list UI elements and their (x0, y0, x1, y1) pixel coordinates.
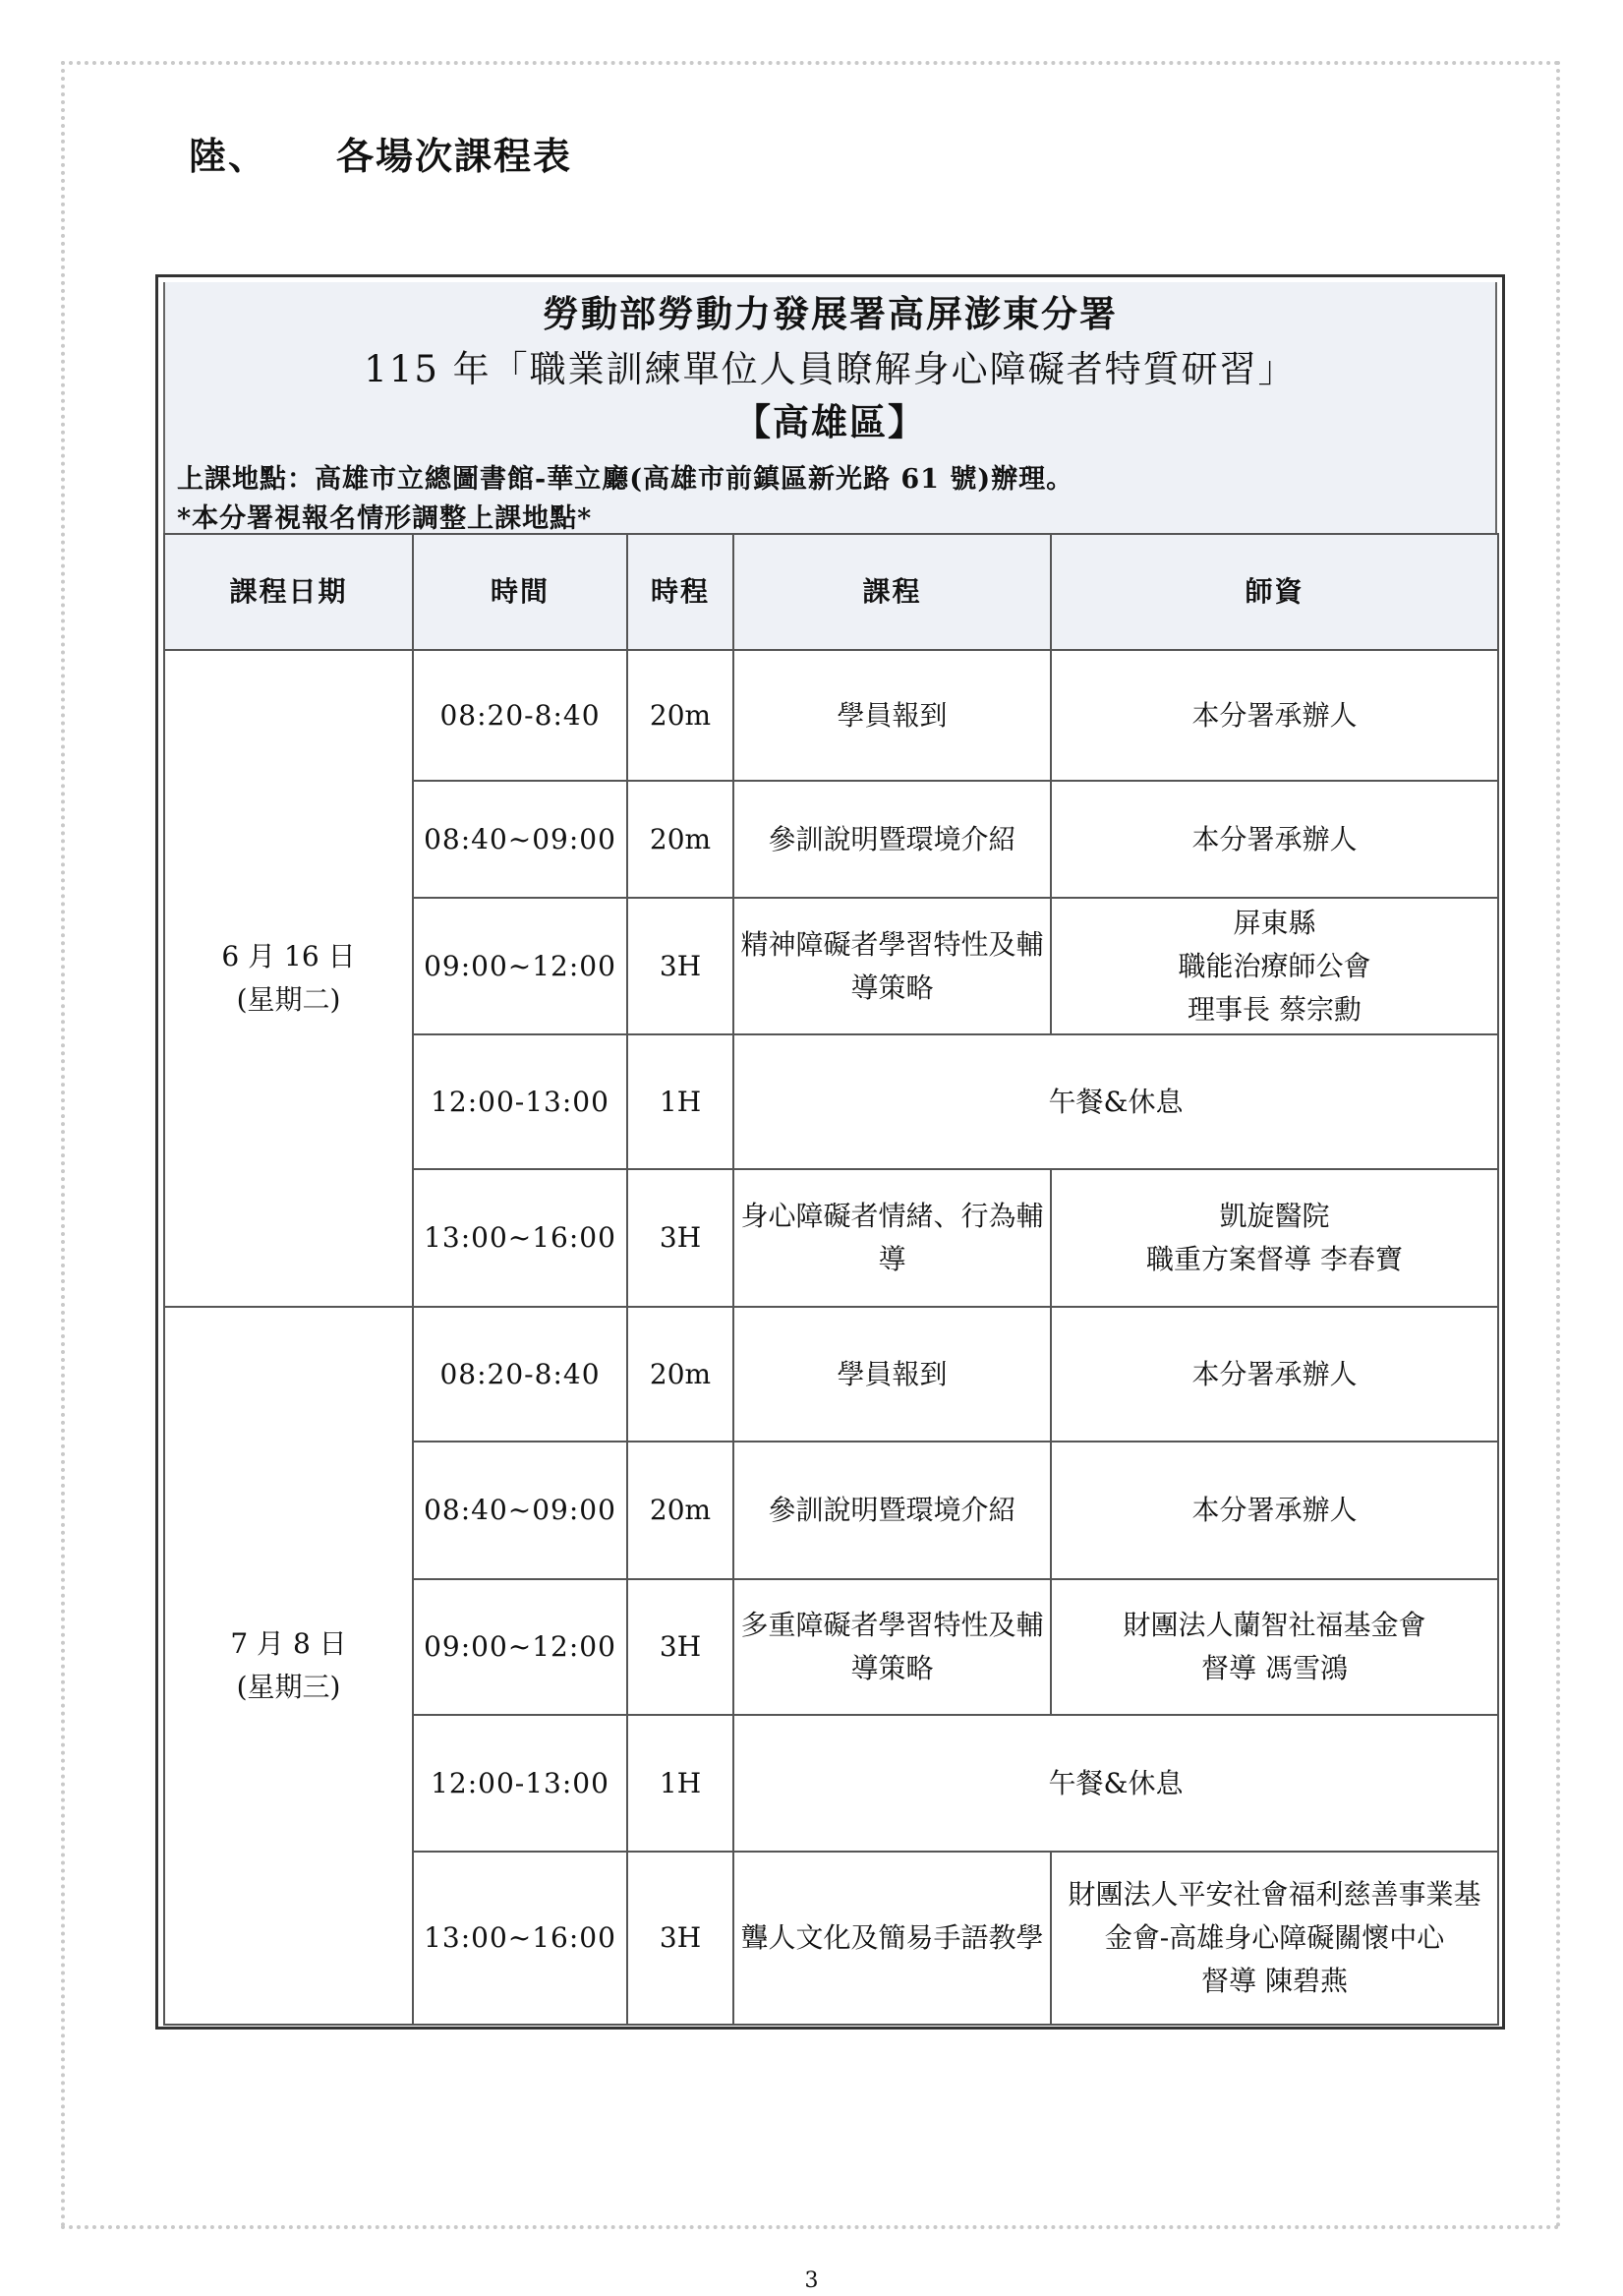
column-header-time: 時間 (413, 534, 627, 650)
workshop-title: 115 年「職業訓練單位人員瞭解身心障礙者特質研習」 (364, 348, 1297, 390)
time-cell: 12:00-13:00 (413, 1715, 627, 1852)
duration-cell: 3H (627, 1579, 733, 1715)
time-cell: 12:00-13:00 (413, 1034, 627, 1169)
course-cell: 參訓說明暨環境介紹 (733, 781, 1051, 898)
column-header-date: 課程日期 (164, 534, 413, 650)
course-cell: 精神障礙者學習特性及輔導策略 (733, 898, 1051, 1034)
section-number: 陸、 (189, 134, 268, 178)
break-cell: 午餐&休息 (733, 1715, 1498, 1852)
column-header-teacher: 師資 (1051, 534, 1498, 650)
date-text: 7 月 8 日 (230, 1627, 347, 1660)
time-cell: 13:00~16:00 (413, 1852, 627, 2025)
section-title: 各場次課程表 (336, 134, 573, 178)
duration-cell: 3H (627, 1852, 733, 2025)
course-cell: 參訓說明暨環境介紹 (733, 1442, 1051, 1579)
page-number: 3 (804, 2268, 819, 2293)
region-title: 【高雄區】 (734, 400, 926, 443)
teacher-cell: 財團法人蘭智社福基金會 督導 馮雪鴻 (1051, 1579, 1498, 1715)
duration-cell: 1H (627, 1715, 733, 1852)
duration-cell: 20m (627, 781, 733, 898)
duration-cell: 20m (627, 1442, 733, 1579)
time-cell: 09:00~12:00 (413, 898, 627, 1034)
teacher-cell: 屏東縣 職能治療師公會 理事長 蔡宗勳 (1051, 898, 1498, 1034)
duration-cell: 20m (627, 1307, 733, 1442)
duration-cell: 3H (627, 1169, 733, 1307)
time-cell: 08:40~09:00 (413, 781, 627, 898)
venue-note: *本分署視報名情形調整上課地點* (177, 503, 593, 534)
table-row (164, 650, 1498, 781)
column-header-course: 課程 (733, 534, 1051, 650)
duration-cell: 20m (627, 650, 733, 781)
agency-title: 勞動部勞動力發展署高屏澎東分署 (543, 292, 1118, 335)
date-cell (164, 650, 413, 1307)
course-cell: 多重障礙者學習特性及輔導策略 (733, 1579, 1051, 1715)
course-cell: 學員報到 (733, 1307, 1051, 1442)
duration-cell: 1H (627, 1034, 733, 1169)
teacher-cell: 本分署承辦人 (1051, 650, 1498, 781)
course-cell: 學員報到 (733, 650, 1051, 781)
section-heading (189, 126, 572, 180)
teacher-cell: 財團法人平安社會福利慈善事業基金會-高雄身心障礙關懷中心 督導 陳碧燕 (1051, 1852, 1498, 2025)
teacher-cell: 凱旋醫院 職重方案督導 李春寶 (1051, 1169, 1498, 1307)
schedule-title-block (163, 282, 1497, 533)
time-cell: 09:00~12:00 (413, 1579, 627, 1715)
course-cell: 聾人文化及簡易手語教學 (733, 1852, 1051, 2025)
weekday-text: (星期三) (236, 1671, 341, 1703)
time-cell: 08:40~09:00 (413, 1442, 627, 1579)
table-row (164, 1307, 1498, 1442)
time-cell: 13:00~16:00 (413, 1169, 627, 1307)
column-header-duration: 時程 (627, 534, 733, 650)
date-cell (164, 1307, 413, 2025)
teacher-cell: 本分署承辦人 (1051, 1307, 1498, 1442)
venue-text: 上課地點：高雄市立總圖書館-華立廳(高雄市前鎮區新光路 61 號)辦理。 (177, 464, 1074, 495)
date-text: 6 月 16 日 (221, 940, 356, 972)
teacher-cell: 本分署承辦人 (1051, 781, 1498, 898)
course-cell: 身心障礙者情緒、行為輔導 (733, 1169, 1051, 1307)
table-header-row (164, 534, 1498, 650)
schedule-table (163, 533, 1499, 2026)
time-cell: 08:20-8:40 (413, 1307, 627, 1442)
teacher-cell: 本分署承辦人 (1051, 1442, 1498, 1579)
break-cell: 午餐&休息 (733, 1034, 1498, 1169)
weekday-text: (星期二) (236, 983, 341, 1016)
time-cell: 08:20-8:40 (413, 650, 627, 781)
duration-cell: 3H (627, 898, 733, 1034)
